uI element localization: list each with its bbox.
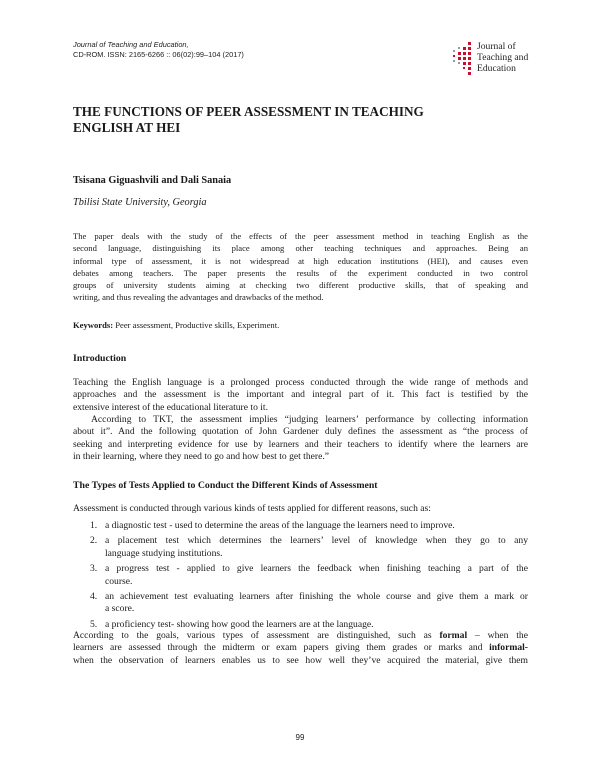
text-run: – when the (467, 630, 528, 641)
logo-line: Education (477, 63, 516, 75)
paper-authors: Tsisana Giguashvili and Dali Sanaia (73, 175, 232, 186)
body-line: about it”. And the following quotation of John Gardener duly defines the assessment as “the process of (73, 426, 528, 438)
abstract-line: groups of university students aiming at checking two different productive skills, that of speaking and (73, 280, 528, 291)
title-line: THE FUNCTIONS OF PEER ASSESSMENT IN TEACHING (73, 104, 424, 119)
list-item-text: language studying institutions. (105, 547, 223, 559)
keywords (73, 320, 279, 331)
list-number: 3. (90, 563, 98, 575)
abstract-line: informal type of assessment, it is not widespread at high education institutions (HEI), and causes even (73, 255, 528, 266)
list-number: 2. (90, 535, 98, 547)
abstract-line: writing, and thus revealing the advantages and drawbacks of the method. (73, 292, 324, 303)
body-line: when the observation of learners enables us to see how well they’ve acquired the material, give them (73, 654, 528, 666)
body-line: Assessment is conducted through various kinds of tests applied for different reasons, such as: (73, 503, 431, 514)
intro-paragraph-2 (73, 414, 528, 463)
list-number: 1. (90, 520, 98, 531)
abstract-line: debates among teachers. The paper presents the results of the experiment conducted in two control (73, 267, 528, 278)
journal-logo (452, 39, 538, 81)
list-item-text: a proficiency test- showing how good the learners are at the language. (105, 618, 374, 630)
body-line: seeking and interpreting evidence for use by learners and their teachers to identify where the learners are (73, 438, 528, 450)
page-number: 99 (295, 733, 305, 742)
closing-paragraph (73, 630, 528, 667)
journal-header (73, 40, 244, 59)
journal-citation-name: Journal of Teaching and Education, (73, 40, 189, 49)
body-line: According to TKT, the assessment implies “judging learners’ performance by collecting information (91, 414, 528, 425)
list-item-text: an achievement test evaluating learners after finishing the whole course and give them a mark or (105, 591, 528, 603)
list-item-text: a score. (105, 603, 135, 615)
keywords-text: Peer assessment, Productive skills, Experiment. (113, 320, 280, 330)
title-line: ENGLISH AT HEI (73, 120, 181, 135)
body-line: Teaching the English language is a prolonged process conducted through the wide range of methods and (73, 377, 528, 388)
text-run: According to the goals, various types of assessment are distinguished, such as (73, 630, 440, 641)
body-line: in their learning, where they need to go and how best to get there.” (73, 450, 330, 462)
journal-logo-icon (452, 40, 474, 80)
logo-line: Teaching and (477, 52, 529, 64)
list-number: 4. (90, 591, 98, 603)
list-number: 5. (90, 618, 98, 630)
journal-issn: CD-ROM. ISSN: 2165-6266 :: 06(02):99–104 (2017) (73, 49, 244, 59)
author-affiliation: Tbilisi State University, Georgia (73, 197, 207, 208)
list-item-text: a diagnostic test - used to determine the areas of the language the learners need to improve. (105, 520, 455, 531)
intro-paragraph-1 (73, 377, 528, 414)
abstract (73, 230, 528, 304)
test-types-list (73, 520, 528, 634)
section-heading-types-of-tests: The Types of Tests Applied to Conduct the Different Kinds of Assessment (73, 480, 378, 491)
text-run: learners are assessed through the midterm or exam papers giving them grades or marks and (73, 642, 490, 654)
logo-line: Journal of (477, 41, 516, 52)
section-heading-introduction: Introduction (73, 353, 127, 364)
body-line (73, 630, 528, 642)
term-informal: informal- (489, 642, 528, 654)
term-formal: formal (439, 630, 468, 641)
list-item-text: a progress test - applied to give learners the feedback when finishing teaching a part of the (105, 563, 528, 575)
types-intro (73, 503, 528, 515)
list-item-text: course. (105, 575, 133, 587)
body-line: extensive interest of the educational literature to it. (73, 401, 268, 413)
list-item (73, 535, 528, 560)
abstract-line: The paper deals with the study of the effects of the peer assessment method in teaching English as the (73, 231, 528, 241)
journal-logo-text (477, 41, 528, 75)
paper-title (73, 104, 533, 136)
list-item (73, 563, 528, 588)
body-line: approaches and the assessment is the important and integral part of it. This fact is testified by the (73, 389, 528, 401)
keywords-label: Keywords: (73, 320, 114, 330)
abstract-line: second language, distinguishing its place among other teaching techniques and approaches. Being an (73, 243, 528, 254)
body-line (73, 642, 528, 654)
list-item (73, 591, 528, 616)
list-item (73, 520, 528, 532)
list-item-text: a placement test which determines the learners’ level of knowledge when they go to any (105, 535, 528, 547)
